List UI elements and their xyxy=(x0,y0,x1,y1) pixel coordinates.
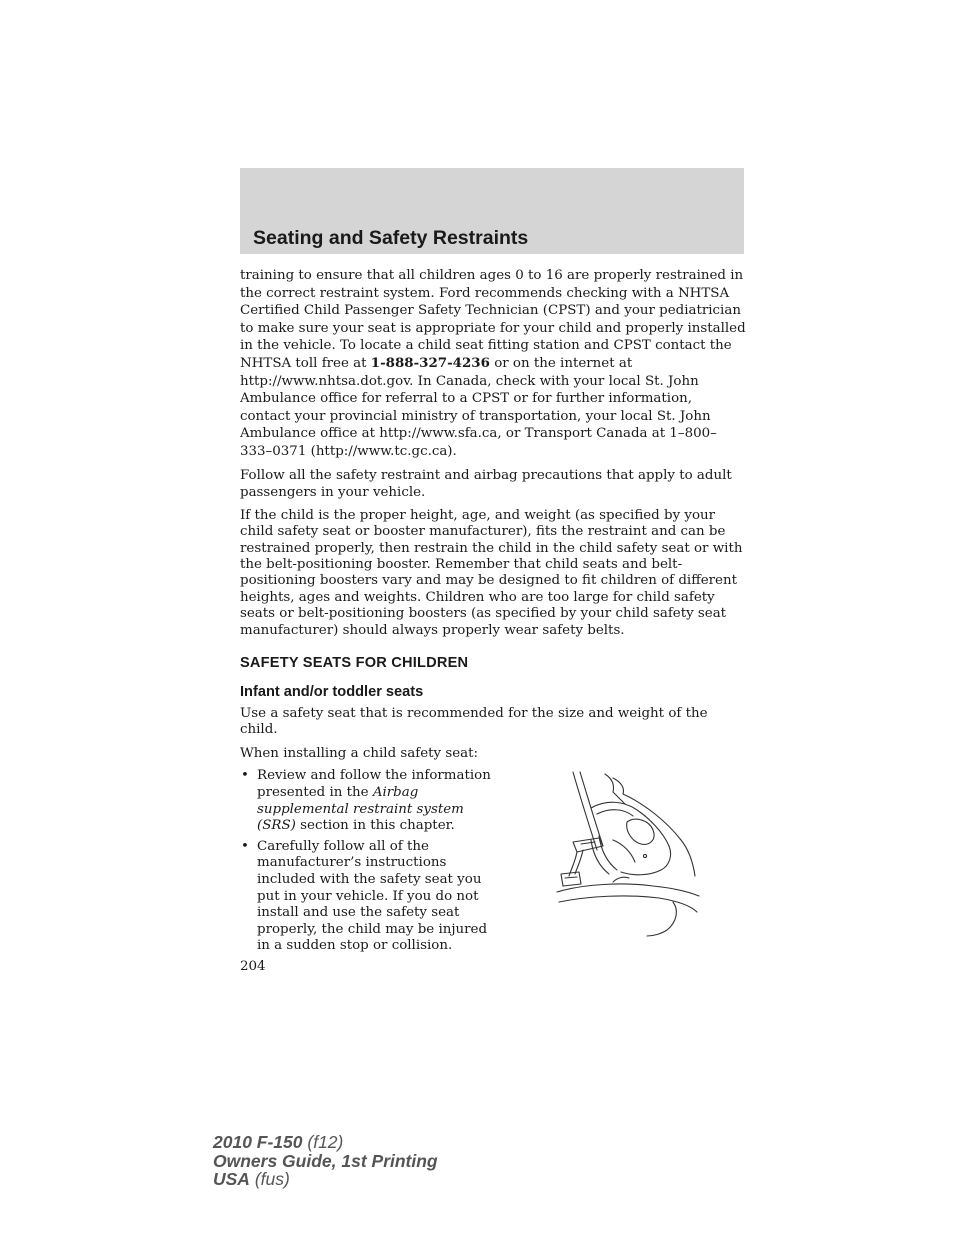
paragraph-text: training to ensure that all children ages 0 to 16 are properly restrained in the correct restraint system. Ford recommends checking with a NHTSA Certified Child Passenger Safety Technician (CPST) and your pediatrician to make sure your seat is appropriate for your child and properly installed in the vehicle. To locate a child seat fitting station and CPST contact the NHTSA toll free at xyxy=(240,268,746,371)
subsection-heading: Infant and/or toddler seats xyxy=(240,683,424,700)
section-title: Seating and Safety Restraints xyxy=(253,227,529,249)
footer-model-code: (f12) xyxy=(302,1132,344,1152)
list-item-text: section in this chapter. xyxy=(295,818,455,834)
footer-line-model xyxy=(213,1133,438,1152)
bullet-icon: • xyxy=(241,838,249,854)
list-item-text: Carefully follow all of the manufacturer’s instructions included with the safety seat you put in your vehicle. If you do not install and use the safety seat properly, the child may be injured in a sudden stop or collision. xyxy=(257,838,488,954)
list-item xyxy=(240,839,498,955)
list-item-text: Review and follow the information presented in the xyxy=(257,768,491,800)
paragraph-recommended-seat: Use a safety seat that is recommended for the size and weight of the child. xyxy=(240,705,708,738)
section-heading: SAFETY SEATS FOR CHILDREN xyxy=(240,654,469,671)
nhtsa-phone-number: 1-888-327-4236 xyxy=(370,354,490,371)
footer-market: USA xyxy=(213,1169,250,1189)
document-footer xyxy=(213,1133,438,1189)
paragraph-installing-intro: When installing a child safety seat: xyxy=(240,745,479,761)
paragraph-cpst-info xyxy=(240,267,746,461)
footer-market-code: (fus) xyxy=(249,1169,290,1189)
srs-section-reference: Airbag supplemental restraint system (SRS) xyxy=(257,784,464,834)
list-item xyxy=(240,768,498,834)
paragraph-child-restraint: If the child is the proper height, age, and weight (as specified by your child safety seat or booster manufacturer), fits the restraint and can be restrained properly, then restrain the child in the child safety seat or with the belt-positioning booster. Remember that child seats and belt-positioning boosters vary and may be designed to fit children of different heights, ages and weights. Children who are too large for child safety seats or belt-positioning boosters (as specified by your child safety seat manufacturer) should always properly wear safety belts. xyxy=(240,507,743,638)
paragraph-text: or on the internet at http://www.nhtsa.dot.gov. In Canada, check with your local St. John Ambulance office for referral to a CPST or for further information, contact your provincial ministry of transportation, your local St. John Ambulance office at http://www.sfa.ca, or Transport Canada at 1–800–333–0371 (http://www.tc.gc.ca). xyxy=(240,355,717,459)
paragraph-adult-precautions: Follow all the safety restraint and airbag precautions that apply to adult passengers in your vehicle. xyxy=(240,467,732,501)
bullet-icon: • xyxy=(241,768,249,784)
section-header-band xyxy=(240,168,744,254)
footer-line-market xyxy=(213,1170,438,1189)
installation-bullet-list xyxy=(240,768,498,955)
seatbelt-buckle-illustration xyxy=(553,770,701,938)
footer-edition: Owners Guide, 1st Printing xyxy=(213,1150,438,1171)
footer-model: 2010 F-150 xyxy=(213,1132,303,1152)
page-number: 204 xyxy=(240,959,266,974)
